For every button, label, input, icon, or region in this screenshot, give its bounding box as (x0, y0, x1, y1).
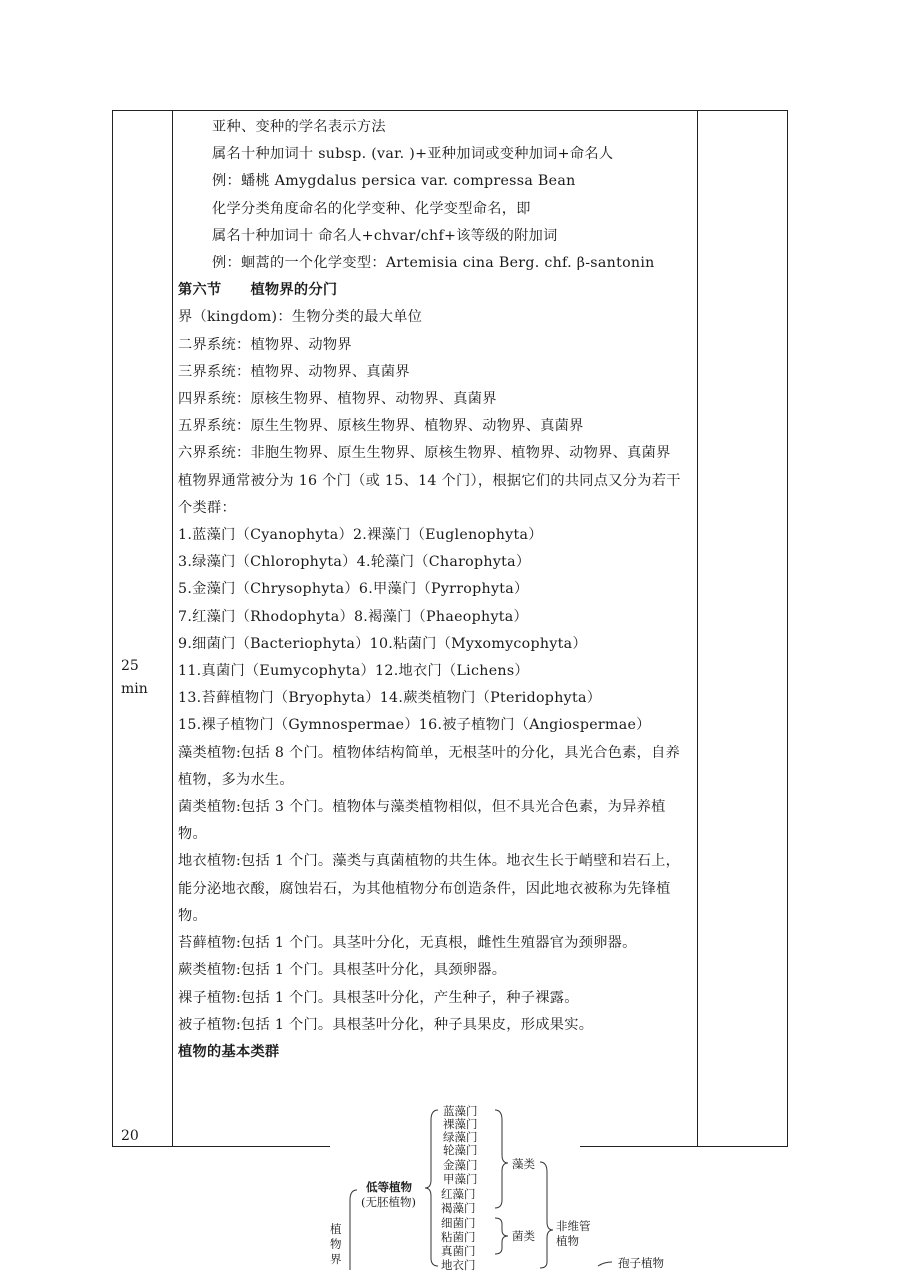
phylum-label: 红藻门 (441, 1187, 476, 1201)
text-line: 例：蟠桃 Amygdalus persica var. compressa Bean (212, 173, 576, 190)
kingdom-label: 物 (330, 1237, 342, 1251)
group-label: 藻类 (512, 1157, 535, 1171)
text-line: 例：蛔蒿的一个化学变型：Artemisia cina Berg. chf. β-santonin (212, 255, 655, 272)
phylum-line: 13.苔藓植物门（Bryophyta）14.蕨类植物门（Pteridophyta） (178, 690, 602, 707)
section-heading: 第六节 植物界的分门 (178, 282, 338, 299)
phylum-line: 1.蓝藻门（Cyanophyta）2.裸藻门（Euglenophyta） (178, 527, 543, 544)
table-gap (330, 1146, 580, 1150)
brace (598, 1262, 612, 1266)
lesson-content (178, 114, 692, 1066)
column-divider (697, 111, 698, 1146)
phylum-label: 地衣门 (441, 1258, 476, 1272)
phylum-label: 真菌门 (441, 1244, 476, 1258)
text-line: 六界系统：非胞生物界、原生生物界、原核生物界、植物界、动物界、真菌界 (178, 445, 671, 462)
kingdom-label: 植 (330, 1222, 342, 1236)
phylum-line: 5.金藻门（Chrysophyta）6.甲藻门（Pyrrophyta） (178, 581, 529, 598)
text-line: 三界系统：植物界、动物界、真菌界 (178, 363, 410, 380)
text-line: 地衣植物:包括 1 个门。藻类与真菌植物的共生体。地衣生长于峭壁和岩石上，能分泌地衣酸，腐蚀岩石，为其他植物分布创造条件，因此地衣被称为先锋植物。 (178, 853, 681, 924)
lower-plants-label: 低等植物 (366, 1180, 412, 1194)
group-label: 孢子植物 (618, 1256, 664, 1270)
text-line: 属名十种加词十 subsp. (var. )+亚种加词或变种加词+命名人 (212, 146, 614, 163)
phylum-label: 裸藻门 (443, 1117, 478, 1131)
column-divider (172, 111, 173, 1146)
time-unit: min (121, 681, 148, 697)
text-line: 界（kingdom)：生物分类的最大单位 (178, 309, 423, 326)
diagram-heading: 植物的基本类群 (178, 1043, 280, 1060)
text-line: 裸子植物:包括 1 个门。具根茎叶分化，产生种子，种子裸露。 (178, 989, 579, 1006)
text-line: 苔藓植物:包括 1 个门。具茎叶分化，无真根，雌性生殖器官为颈卵器。 (178, 935, 637, 952)
phylum-line: 11.真菌门（Eumycophyta）12.地衣门（Lichens） (178, 663, 529, 680)
text-line: 化学分类角度命名的化学变种、化学变型命名，即 (212, 200, 531, 217)
group-label: 菌类 (512, 1229, 535, 1243)
text-line: 被子植物:包括 1 个门。具根茎叶分化，种子具果皮，形成果实。 (178, 1016, 594, 1033)
phylum-label: 细菌门 (441, 1216, 476, 1230)
phylum-line: 7.红藻门（Rhodophyta）8.褐藻门（Phaeophyta） (178, 608, 529, 625)
time-label: 25 (121, 658, 139, 674)
phylum-label: 金藻门 (443, 1158, 478, 1172)
text-line: 植物界通常被分为 16 个门（或 15、14 个门），根据它们的共同点又分为若干个类群： (178, 472, 681, 516)
group-label: 植物 (556, 1234, 579, 1248)
text-line: 亚种、变种的学名表示方法 (212, 119, 386, 135)
phylum-line: 15.裸子植物门（Gymnospermae）16.被子植物门（Angiospermae） (178, 717, 651, 734)
phylum-label: 轮藻门 (443, 1143, 478, 1157)
phylum-label: 粘菌门 (441, 1230, 476, 1244)
phylum-line: 9.细菌门（Bacteriophyta）10.粘菌门（Myxomycophyta） (178, 635, 587, 652)
text-line: 蕨类植物:包括 1 个门。具根茎叶分化，具颈卵器。 (178, 962, 507, 979)
kingdom-label: 界 (330, 1252, 342, 1266)
brace (540, 1162, 553, 1268)
text-line: 二界系统：植物界、动物界 (178, 336, 352, 353)
text-line: 菌类植物:包括 3 个门。植物体与藻类植物相似，但不具光合色素，为异养植物。 (178, 799, 666, 843)
text-line: 四界系统：原核生物界、植物界、动物界、真菌界 (178, 391, 497, 408)
text-line: 五界系统：原生生物界、原核生物界、植物界、动物界、真菌界 (178, 418, 584, 435)
lower-plants-note: (无胚植物) (361, 1195, 416, 1209)
brace (350, 1190, 357, 1270)
text-line: 藻类植物:包括 8 个门。植物体结构简单，无根茎叶的分化，具光合色素，自养植物，多为水生。 (178, 744, 681, 788)
brace (495, 1218, 508, 1254)
phylum-label: 蓝藻门 (443, 1104, 478, 1118)
text-line: 属名十种加词十 命名人+chvar/chf+该等级的附加词 (212, 227, 558, 244)
time-label: 20 (121, 1128, 139, 1144)
phylum-label: 褐藻门 (441, 1201, 476, 1215)
phylum-line: 3.绿藻门（Chlorophyta）4.轮藻门（Charophyta） (178, 554, 531, 571)
group-label: 非维管 (556, 1219, 591, 1233)
phylum-label: 绿藻门 (443, 1130, 478, 1144)
phylum-label: 甲藻门 (443, 1172, 478, 1186)
